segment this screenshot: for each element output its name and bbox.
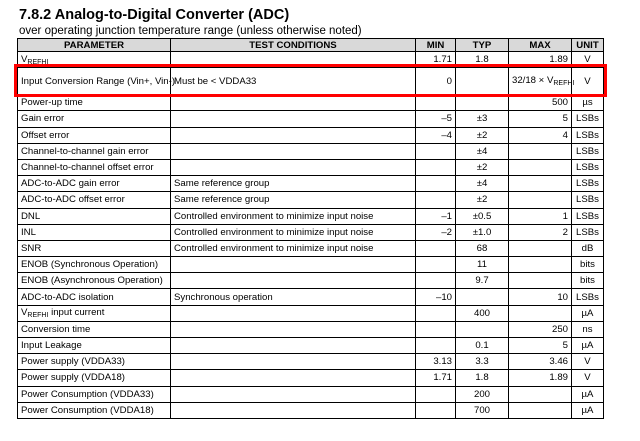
cell-unit: V xyxy=(572,68,604,95)
cell-test-conditions xyxy=(171,52,416,68)
cell-typ: ±0.5 xyxy=(456,208,509,224)
header-unit: UNIT xyxy=(572,39,604,52)
cell-parameter: INL xyxy=(18,224,171,240)
cell-min xyxy=(416,402,456,418)
cell-parameter: $V_{REFHI}$ input current xyxy=(18,305,171,321)
cell-min xyxy=(416,192,456,208)
table-row xyxy=(18,402,604,418)
cell-max: 1.89 xyxy=(509,52,572,68)
cell-test-conditions xyxy=(171,159,416,175)
cell-min: 1.71 xyxy=(416,370,456,386)
table-row xyxy=(18,305,604,321)
cell-min xyxy=(416,305,456,321)
cell-typ: 11 xyxy=(456,257,509,273)
cell-min: 3.13 xyxy=(416,354,456,370)
cell-typ: ±1.0 xyxy=(456,224,509,240)
cell-max xyxy=(509,257,572,273)
table-row xyxy=(18,111,604,127)
cell-typ: ±2 xyxy=(456,127,509,143)
table-row xyxy=(18,192,604,208)
cell-unit: V xyxy=(572,354,604,370)
section-subtitle: over operating junction temperature range (unless otherwise noted) xyxy=(19,25,362,37)
table-row xyxy=(18,224,604,240)
cell-test-conditions: Controlled environment to minimize input noise xyxy=(171,224,416,240)
cell-typ xyxy=(456,68,509,95)
cell-typ: 200 xyxy=(456,386,509,402)
table-row xyxy=(18,159,604,175)
header-typ: TYP xyxy=(456,39,509,52)
table-row xyxy=(18,208,604,224)
cell-unit: V xyxy=(572,52,604,68)
section-title: 7.8.2 Analog-to-Digital Converter (ADC) xyxy=(19,7,290,23)
cell-typ xyxy=(456,321,509,337)
cell-min xyxy=(416,95,456,111)
cell-test-conditions xyxy=(171,305,416,321)
cell-unit: µs xyxy=(572,95,604,111)
cell-typ: 1.8 xyxy=(456,370,509,386)
cell-unit: µA xyxy=(572,305,604,321)
cell-test-conditions xyxy=(171,127,416,143)
cell-typ: ±2 xyxy=(456,159,509,175)
cell-max: 1.89 xyxy=(509,370,572,386)
cell-min xyxy=(416,240,456,256)
cell-parameter: ENOB (Asynchronous Operation) xyxy=(18,273,171,289)
cell-unit: LSBs xyxy=(572,143,604,159)
cell-unit: LSBs xyxy=(572,111,604,127)
cell-unit: µA xyxy=(572,386,604,402)
cell-test-conditions xyxy=(171,257,416,273)
cell-min: –1 xyxy=(416,208,456,224)
cell-typ: 400 xyxy=(456,305,509,321)
cell-test-conditions xyxy=(171,386,416,402)
cell-min: –10 xyxy=(416,289,456,305)
cell-typ: ±3 xyxy=(456,111,509,127)
table-row xyxy=(18,176,604,192)
cell-parameter: Input Conversion Range (Vin+, Vin-) xyxy=(18,68,171,95)
cell-parameter: Power supply (VDDA33) xyxy=(18,354,171,370)
cell-max xyxy=(509,176,572,192)
cell-max: $32/18 \times V_{REFHI}$ xyxy=(509,68,572,95)
table-row xyxy=(18,386,604,402)
cell-min xyxy=(416,386,456,402)
cell-parameter: Channel-to-channel offset error xyxy=(18,159,171,175)
cell-min: –5 xyxy=(416,111,456,127)
cell-max xyxy=(509,273,572,289)
cell-unit: LSBs xyxy=(572,208,604,224)
cell-typ: ±4 xyxy=(456,143,509,159)
cell-max xyxy=(509,305,572,321)
cell-max: 10 xyxy=(509,289,572,305)
cell-min: –2 xyxy=(416,224,456,240)
cell-unit: LSBs xyxy=(572,127,604,143)
cell-max: 2 xyxy=(509,224,572,240)
cell-max: 3.46 xyxy=(509,354,572,370)
cell-parameter: ADC-to-ADC isolation xyxy=(18,289,171,305)
cell-min xyxy=(416,159,456,175)
table-row xyxy=(18,273,604,289)
cell-unit: LSBs xyxy=(572,224,604,240)
cell-test-conditions xyxy=(171,338,416,354)
cell-test-conditions xyxy=(171,143,416,159)
cell-typ: 68 xyxy=(456,240,509,256)
cell-parameter: $V_{REFHI}$ xyxy=(18,52,171,68)
cell-max xyxy=(509,240,572,256)
cell-max: 1 xyxy=(509,208,572,224)
cell-test-conditions xyxy=(171,321,416,337)
cell-parameter: Offset error xyxy=(18,127,171,143)
cell-parameter: ADC-to-ADC offset error xyxy=(18,192,171,208)
table-row xyxy=(18,257,604,273)
table-header-row xyxy=(18,39,604,52)
cell-parameter: Conversion time xyxy=(18,321,171,337)
table-row xyxy=(18,127,604,143)
cell-max: 5 xyxy=(509,338,572,354)
table-row xyxy=(18,68,604,95)
cell-typ: 0.1 xyxy=(456,338,509,354)
cell-min xyxy=(416,257,456,273)
cell-parameter: DNL xyxy=(18,208,171,224)
cell-unit: LSBs xyxy=(572,159,604,175)
cell-max xyxy=(509,192,572,208)
cell-typ: 3.3 xyxy=(456,354,509,370)
cell-unit: V xyxy=(572,370,604,386)
cell-min xyxy=(416,321,456,337)
header-test-conditions: TEST CONDITIONS xyxy=(171,39,416,52)
cell-test-conditions xyxy=(171,354,416,370)
cell-unit: ns xyxy=(572,321,604,337)
cell-unit: µA xyxy=(572,338,604,354)
cell-unit: bits xyxy=(572,257,604,273)
cell-unit: LSBs xyxy=(572,192,604,208)
cell-unit: LSBs xyxy=(572,176,604,192)
cell-parameter: Power supply (VDDA18) xyxy=(18,370,171,386)
cell-max xyxy=(509,386,572,402)
table-row xyxy=(18,370,604,386)
cell-test-conditions xyxy=(171,370,416,386)
cell-parameter: Power-up time xyxy=(18,95,171,111)
table-row xyxy=(18,95,604,111)
cell-min: –4 xyxy=(416,127,456,143)
cell-test-conditions: Synchronous operation xyxy=(171,289,416,305)
cell-test-conditions: Controlled environment to minimize input noise xyxy=(171,208,416,224)
cell-typ: 1.8 xyxy=(456,52,509,68)
cell-parameter: Power Consumption (VDDA33) xyxy=(18,386,171,402)
cell-test-conditions xyxy=(171,111,416,127)
cell-min xyxy=(416,143,456,159)
cell-max xyxy=(509,159,572,175)
cell-min xyxy=(416,273,456,289)
adc-spec-table xyxy=(17,38,604,419)
cell-test-conditions: Must be < VDDA33 xyxy=(171,68,416,95)
header-parameter: PARAMETER xyxy=(18,39,171,52)
table-row xyxy=(18,338,604,354)
table-row xyxy=(18,240,604,256)
cell-max: 250 xyxy=(509,321,572,337)
cell-unit: µA xyxy=(572,402,604,418)
cell-typ xyxy=(456,289,509,305)
cell-test-conditions: Same reference group xyxy=(171,192,416,208)
cell-max: 4 xyxy=(509,127,572,143)
cell-max xyxy=(509,143,572,159)
cell-min xyxy=(416,176,456,192)
cell-min xyxy=(416,338,456,354)
cell-unit: dB xyxy=(572,240,604,256)
cell-parameter: ENOB (Synchronous Operation) xyxy=(18,257,171,273)
cell-parameter: Input Leakage xyxy=(18,338,171,354)
cell-max xyxy=(509,402,572,418)
table-row xyxy=(18,289,604,305)
cell-typ xyxy=(456,95,509,111)
cell-test-conditions: Controlled environment to minimize input noise xyxy=(171,240,416,256)
table-row xyxy=(18,321,604,337)
cell-parameter: Power Consumption (VDDA18) xyxy=(18,402,171,418)
table-row xyxy=(18,354,604,370)
cell-max: 500 xyxy=(509,95,572,111)
cell-parameter: SNR xyxy=(18,240,171,256)
cell-typ: 700 xyxy=(456,402,509,418)
table-row xyxy=(18,52,604,68)
cell-max: 5 xyxy=(509,111,572,127)
header-max: MAX xyxy=(509,39,572,52)
cell-test-conditions xyxy=(171,95,416,111)
cell-test-conditions xyxy=(171,273,416,289)
cell-min: 1.71 xyxy=(416,52,456,68)
table-row xyxy=(18,143,604,159)
cell-typ: ±4 xyxy=(456,176,509,192)
header-min: MIN xyxy=(416,39,456,52)
cell-unit: LSBs xyxy=(572,289,604,305)
cell-typ: ±2 xyxy=(456,192,509,208)
cell-parameter: Channel-to-channel gain error xyxy=(18,143,171,159)
cell-parameter: ADC-to-ADC gain error xyxy=(18,176,171,192)
cell-min: 0 xyxy=(416,68,456,95)
cell-typ: 9.7 xyxy=(456,273,509,289)
cell-test-conditions xyxy=(171,402,416,418)
cell-test-conditions: Same reference group xyxy=(171,176,416,192)
cell-parameter: Gain error xyxy=(18,111,171,127)
cell-unit: bits xyxy=(572,273,604,289)
